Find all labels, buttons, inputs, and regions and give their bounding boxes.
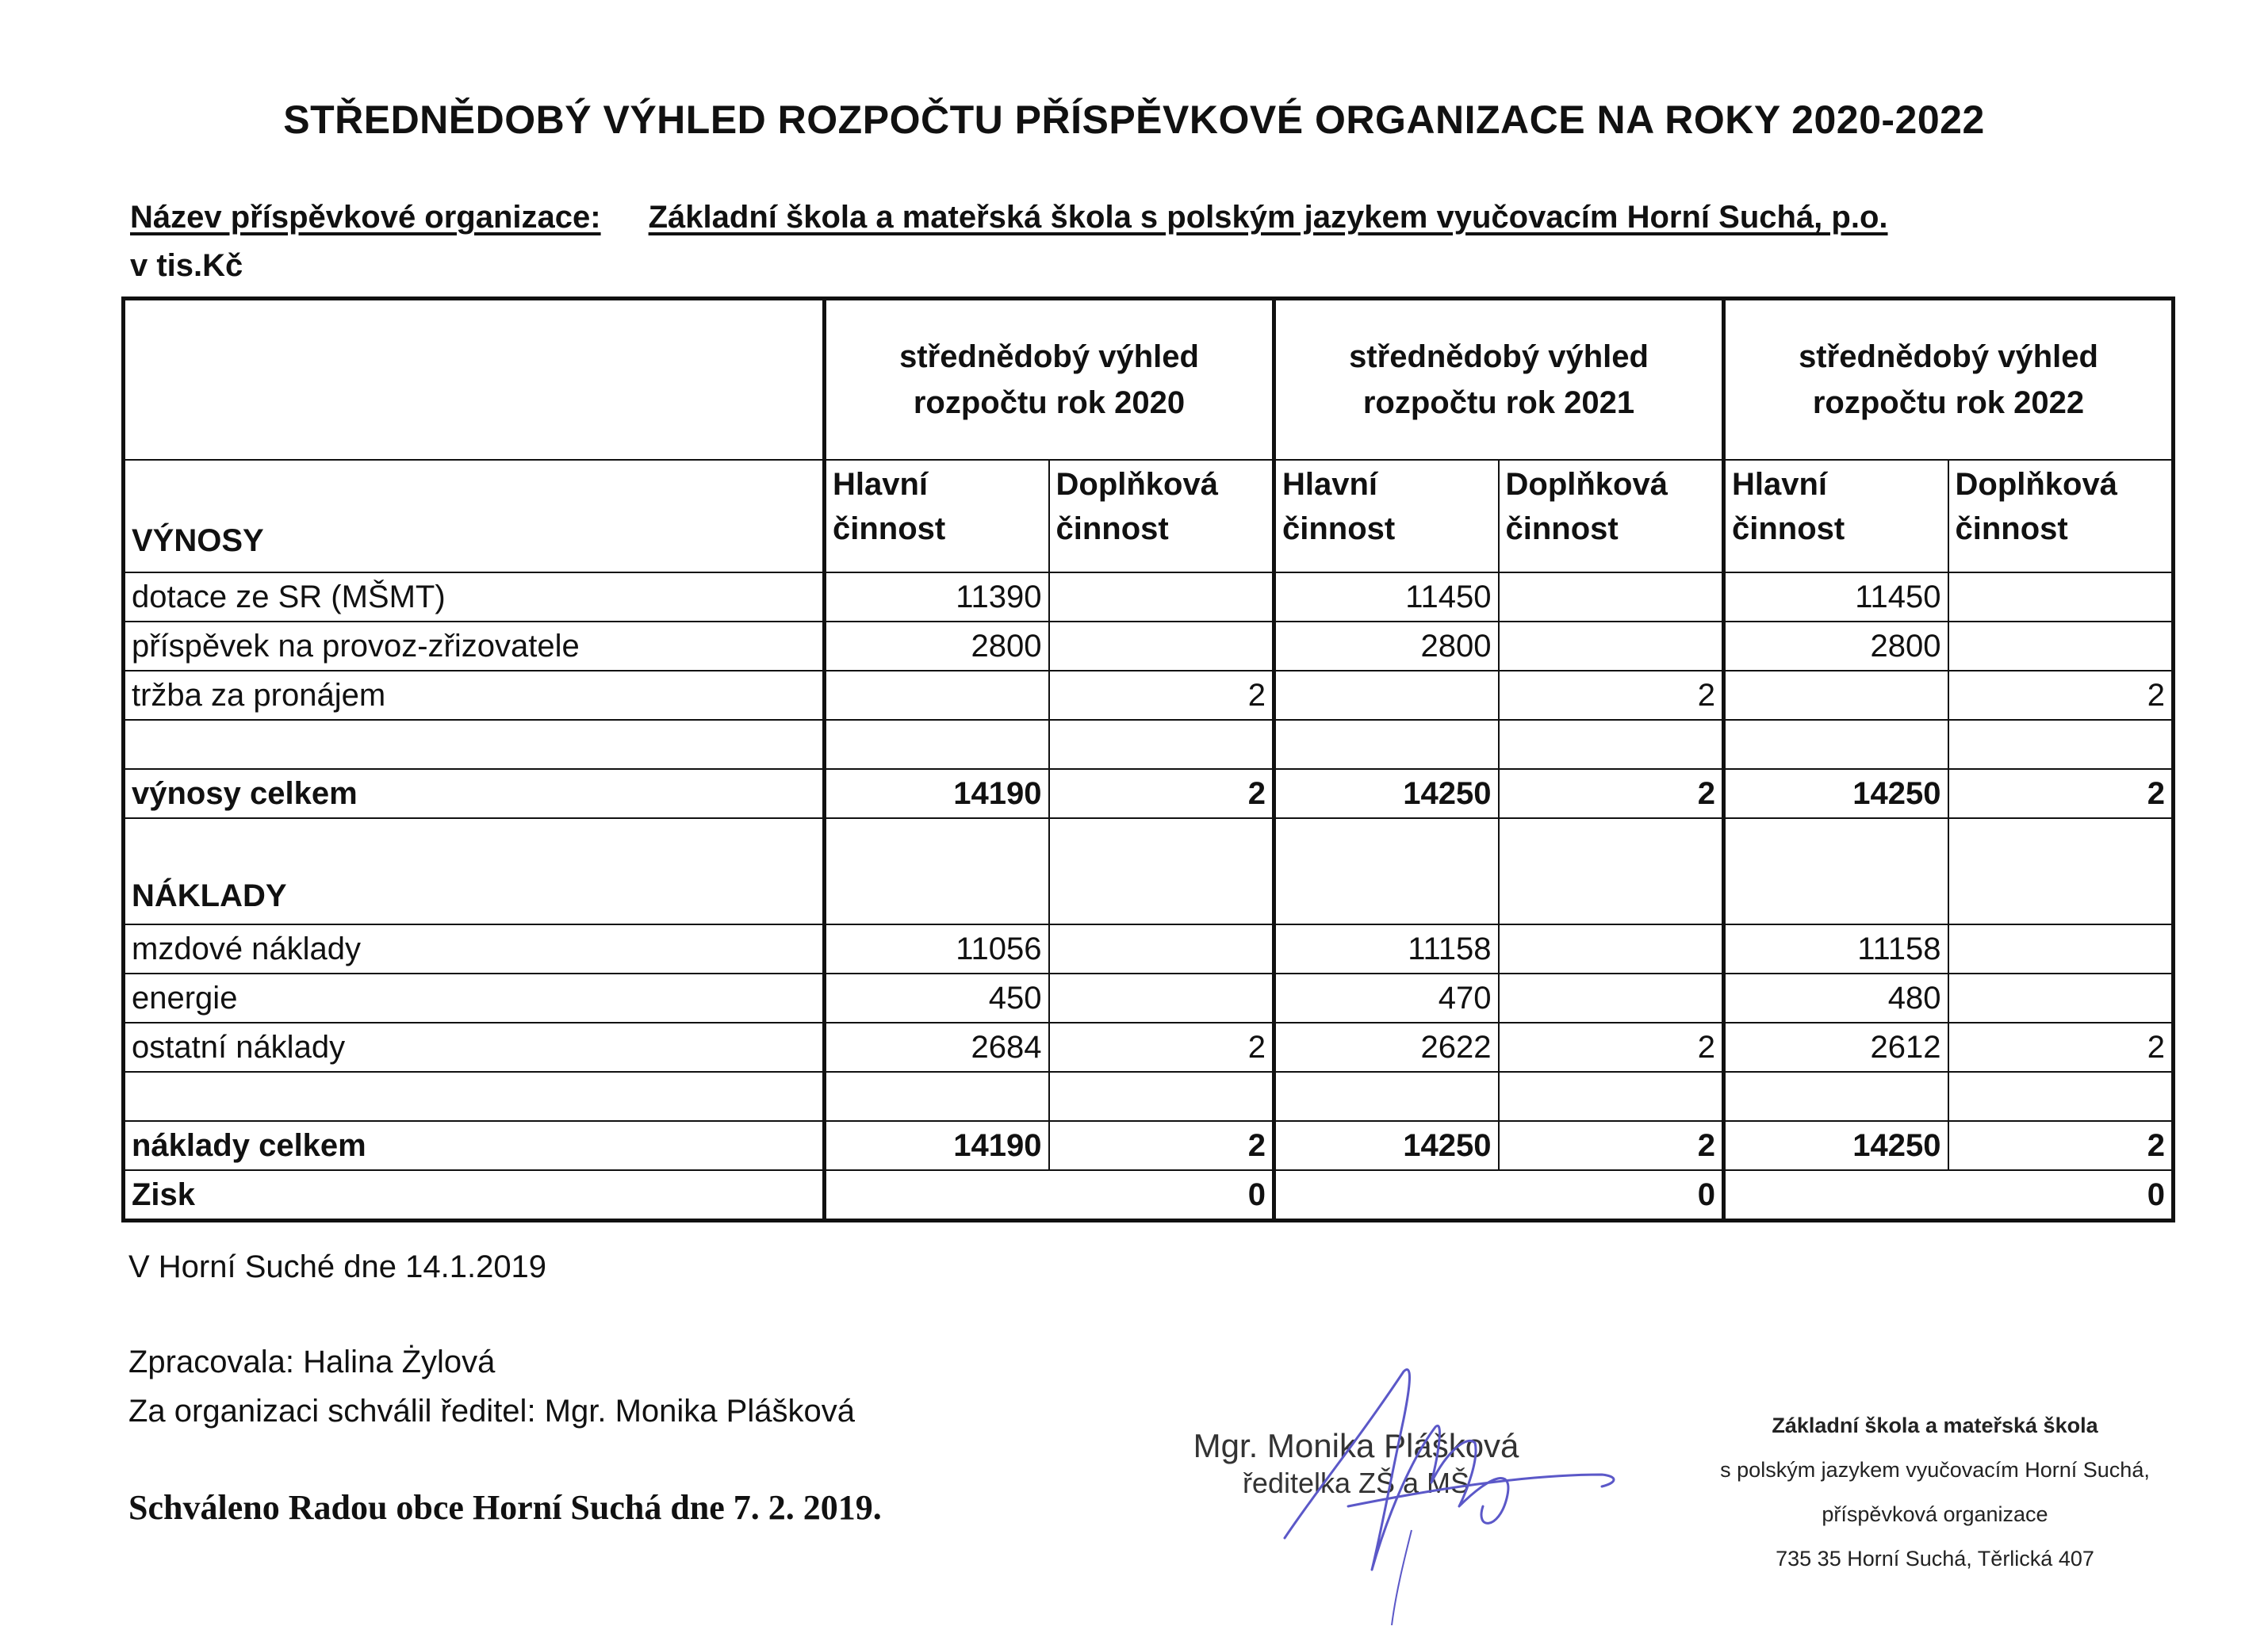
value-cell: 480	[1724, 974, 1948, 1023]
header-blank-cell	[124, 299, 825, 461]
costs-heading-row	[124, 818, 2174, 924]
value-cell: 2	[1948, 1023, 2174, 1072]
document-title: STŘEDNĚDOBÝ VÝHLED ROZPOČTU PŘÍSPĚVKOVÉ ORGANIZACE NA ROKY 2020-2022	[283, 98, 1985, 142]
stamp-line-2: s polským jazykem vyučovacím Horní Suchá,	[1720, 1458, 2150, 1482]
supplementary-activity-header: Doplňková činnost	[1948, 460, 2174, 572]
value-cell: 2800	[825, 622, 1049, 671]
row-label: tržba za pronájem	[124, 671, 825, 720]
total-cell: 14250	[1274, 769, 1499, 818]
value-cell	[1049, 924, 1274, 974]
table-row	[124, 974, 2174, 1023]
value-cell	[1274, 671, 1499, 720]
value-cell: 2	[1049, 1023, 1274, 1072]
total-cell: 2	[1049, 769, 1274, 818]
organization-label: Název příspěvkové organizace:	[130, 200, 601, 235]
value-cell: 470	[1274, 974, 1499, 1023]
organization-name: Základní škola a mateřská škola s polským jazykem vyučovacím Horní Suchá, p.o.	[648, 200, 1888, 235]
value-cell	[1724, 671, 1948, 720]
value-cell: 2	[1948, 671, 2174, 720]
profit-row	[124, 1170, 2174, 1221]
value-cell	[1499, 974, 1724, 1023]
value-cell	[1948, 974, 2174, 1023]
stamp-line-4: 735 35 Horní Suchá, Těrlická 407	[1776, 1547, 2094, 1571]
budget-table	[121, 297, 2175, 1222]
value-cell	[1948, 622, 2174, 671]
value-cell: 450	[825, 974, 1049, 1023]
table-row	[124, 924, 2174, 974]
organization-stamp	[1673, 1403, 2197, 1581]
supplementary-activity-header: Doplňková činnost	[1049, 460, 1274, 572]
total-cell: 2	[1499, 769, 1724, 818]
signatory-role: ředitelka ZŠ a MŠ	[1242, 1467, 1470, 1499]
profit-cell: 0	[1274, 1170, 1724, 1221]
council-approval: Schváleno Radou obce Horní Suchá dne 7. 2. 2019.	[128, 1488, 882, 1527]
value-cell: 2	[1499, 671, 1724, 720]
value-cell: 2622	[1274, 1023, 1499, 1072]
value-cell: 11158	[1724, 924, 1948, 974]
value-cell: 2800	[1274, 622, 1499, 671]
costs-total-row	[124, 1121, 2174, 1170]
empty-row	[124, 1072, 2174, 1121]
row-label: dotace ze SR (MŠMT)	[124, 572, 825, 622]
signatory-name: Mgr. Monika Plášková	[1193, 1427, 1519, 1464]
stamp-line-1: Základní škola a mateřská škola	[1772, 1414, 2098, 1437]
value-cell: 11450	[1274, 572, 1499, 622]
main-activity-header: Hlavní činnost	[1274, 460, 1499, 572]
place-date: V Horní Suché dne 14.1.2019	[128, 1249, 547, 1284]
row-label: příspěvek na provoz-zřizovatele	[124, 622, 825, 671]
header-activity-row	[124, 460, 2174, 572]
value-cell: 2	[1049, 671, 1274, 720]
value-cell: 11390	[825, 572, 1049, 622]
total-cell: 14250	[1274, 1121, 1499, 1170]
row-label: ostatní náklady	[124, 1023, 825, 1072]
table-row	[124, 671, 2174, 720]
table-row	[124, 622, 2174, 671]
row-label: náklady celkem	[124, 1121, 825, 1170]
value-cell	[1049, 974, 1274, 1023]
handwritten-signature	[1253, 1332, 1634, 1649]
value-cell	[1049, 572, 1274, 622]
supplementary-activity-header: Doplňková činnost	[1499, 460, 1724, 572]
row-label: výnosy celkem	[124, 769, 825, 818]
revenues-total-row	[124, 769, 2174, 818]
value-cell	[1049, 622, 1274, 671]
value-cell	[1499, 924, 1724, 974]
row-label: energie	[124, 974, 825, 1023]
total-cell: 14250	[1724, 769, 1948, 818]
main-activity-header: Hlavní činnost	[1724, 460, 1948, 572]
total-cell: 2	[1948, 1121, 2174, 1170]
value-cell	[825, 671, 1049, 720]
value-cell: 2	[1499, 1023, 1724, 1072]
profit-cell: 0	[1724, 1170, 2174, 1221]
total-cell: 2	[1948, 769, 2174, 818]
prepared-by: Zpracovala: Halina Żylová	[128, 1345, 496, 1379]
value-cell: 11450	[1724, 572, 1948, 622]
costs-heading: NÁKLADY	[124, 818, 825, 924]
total-cell: 2	[1499, 1121, 1724, 1170]
currency-unit: v tis.Kč	[130, 248, 243, 283]
value-cell	[1499, 572, 1724, 622]
revenues-heading: VÝNOSY	[124, 460, 825, 572]
value-cell: 2800	[1724, 622, 1948, 671]
value-cell: 2684	[825, 1023, 1049, 1072]
total-cell: 14190	[825, 769, 1049, 818]
main-activity-header: Hlavní činnost	[825, 460, 1049, 572]
profit-cell: 0	[825, 1170, 1274, 1221]
year-header-2020: střednědobý výhled rozpočtu rok 2020	[825, 299, 1274, 461]
value-cell	[1948, 924, 2174, 974]
total-cell: 2	[1049, 1121, 1274, 1170]
table-row	[124, 572, 2174, 622]
approved-by: Za organizaci schválil ředitel: Mgr. Monika Plášková	[128, 1394, 855, 1429]
table-row	[124, 1023, 2174, 1072]
row-label: mzdové náklady	[124, 924, 825, 974]
value-cell	[1499, 622, 1724, 671]
total-cell: 14250	[1724, 1121, 1948, 1170]
value-cell: 11056	[825, 924, 1049, 974]
total-cell: 14190	[825, 1121, 1049, 1170]
organization-line	[130, 200, 1888, 235]
header-years-row	[124, 299, 2174, 461]
year-header-2021: střednědobý výhled rozpočtu rok 2021	[1274, 299, 1724, 461]
value-cell	[1948, 572, 2174, 622]
stamp-line-3: příspěvková organizace	[1822, 1502, 2048, 1526]
value-cell: 2612	[1724, 1023, 1948, 1072]
empty-row	[124, 720, 2174, 769]
row-label: Zisk	[124, 1170, 825, 1221]
year-header-2022: střednědobý výhled rozpočtu rok 2022	[1724, 299, 2174, 461]
value-cell: 11158	[1274, 924, 1499, 974]
